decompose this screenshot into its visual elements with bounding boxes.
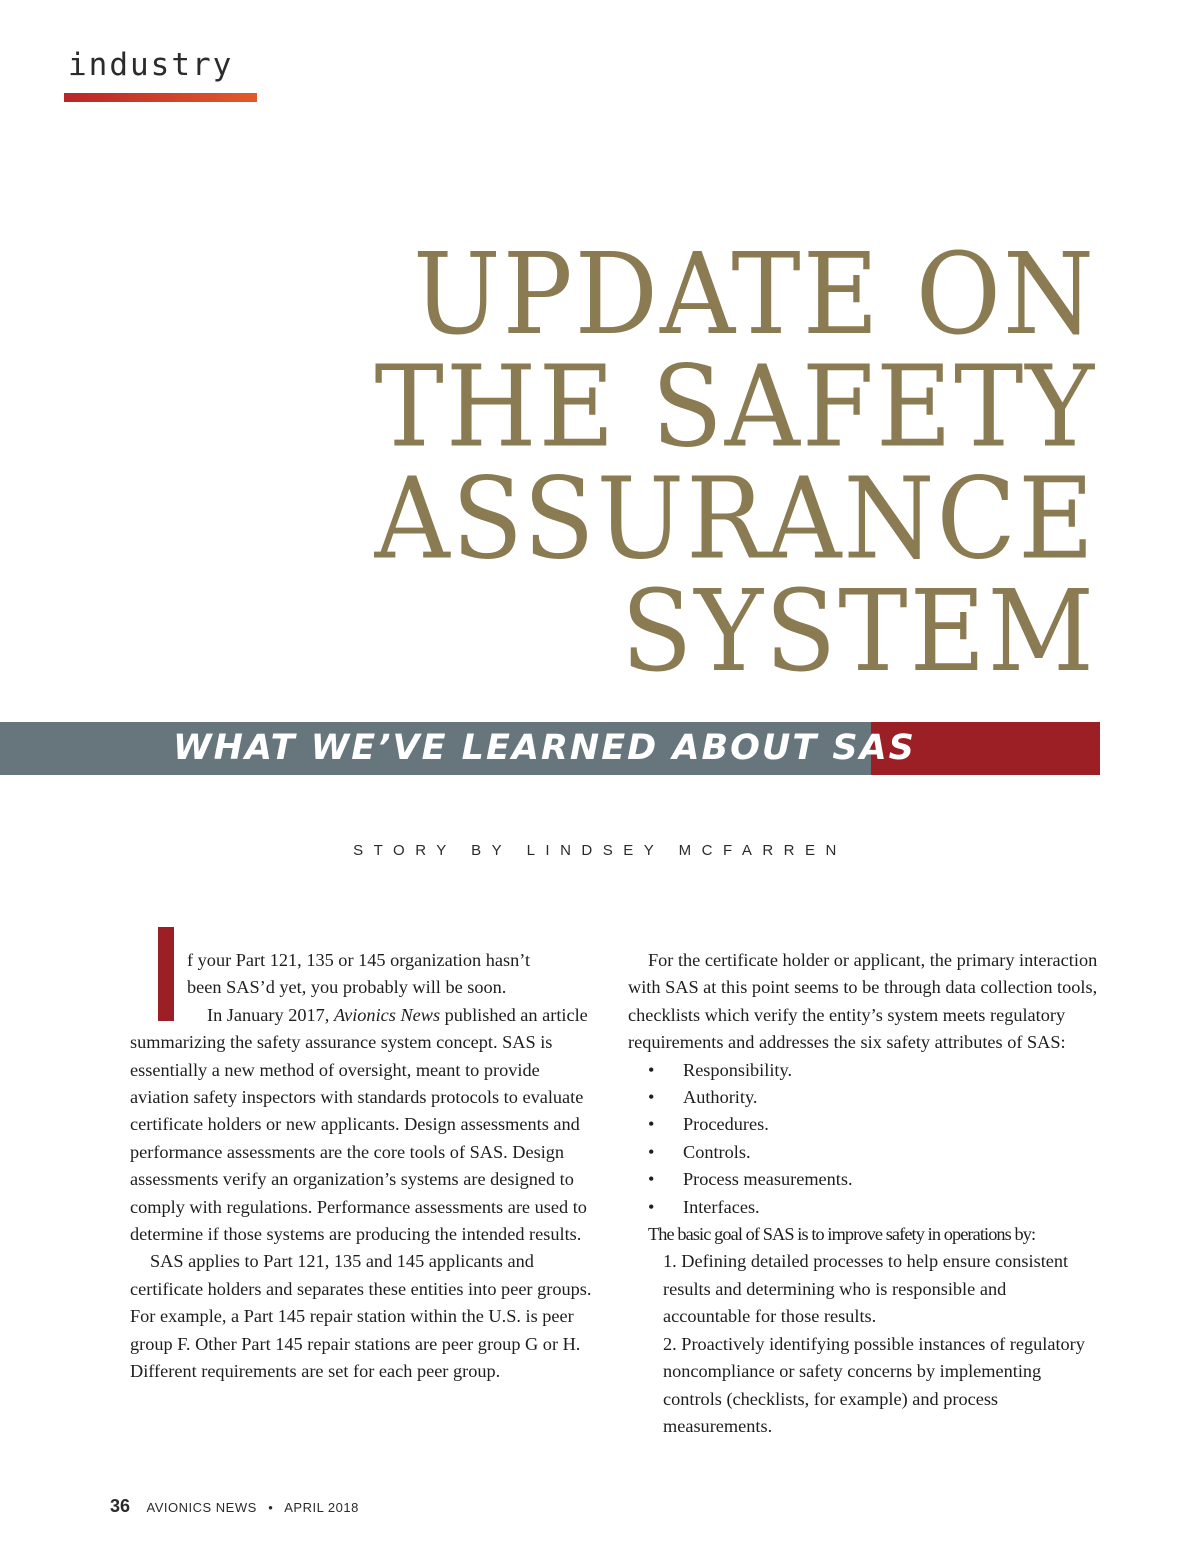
left-paragraph-2: SAS applies to Part 121, 135 and 145 applicants and certificate holders and separates these entities into peer groups. For example, a Part 145 repair station within the U.S. is peer group F. Other Part 145 repair stations are peer group G or H. Different requirements are set for each peer group. [130, 1251, 592, 1382]
goals-list [628, 1248, 1098, 1440]
issue-date: APRIL 2018 [284, 1500, 359, 1515]
section-rule [64, 93, 257, 102]
headline [374, 228, 1097, 697]
left-column [130, 947, 600, 1386]
p1-before: In January 2017, [207, 1004, 334, 1025]
list-item: • Responsibility. [648, 1057, 1098, 1084]
list-item: • Process measurements. [648, 1166, 1098, 1193]
dropcap-line-1: f your Part 121, 135 or 145 organization hasn’t [187, 950, 531, 970]
headline-line-3: ASSURANCE [374, 452, 1096, 585]
list-item: 2. Proactively identifying possible instances of regulatory noncompliance or safety concerns by implementing controls (checklists, for example) and process measurements. [663, 1333, 1085, 1436]
left-paragraph-1 [130, 1002, 600, 1249]
list-item: • Interfaces. [648, 1194, 1098, 1221]
publication-title: AVIONICS NEWS [146, 1500, 257, 1515]
publication-name: Avionics News [333, 1004, 441, 1025]
list-item: • Controls. [648, 1139, 1098, 1166]
goal-intro: The basic goal of SAS is to improve safety in operations by: [648, 1224, 1036, 1245]
list-item: 1. Defining detailed processes to help ensure consistent results and determining who is responsible and accountable for those results. [663, 1251, 1069, 1327]
footer-separator: • [268, 1500, 273, 1515]
dropcap-line-2: been SAS’d yet, you probably will be soon. [187, 977, 507, 998]
list-item: • Procedures. [648, 1111, 1098, 1138]
deck-subtitle: WHAT WE’VE LEARNED ABOUT SAS [173, 728, 916, 768]
byline: STORY BY LINDSEY MCFARREN [353, 842, 847, 859]
right-column [628, 947, 1098, 1440]
list-item: • Authority. [648, 1084, 1098, 1111]
section-label: industry [68, 47, 234, 83]
page-number: 36 [110, 1496, 131, 1516]
headline-line-1: UPDATE ON [412, 228, 1096, 361]
safety-attributes-list [628, 1057, 1098, 1221]
page-footer [110, 1496, 359, 1517]
right-paragraph-1: For the certificate holder or applicant, the primary interaction with SAS at this point seems to be through data collection tools, checklists which verify the entity’s system meets regulatory requirements and addresses the six safety attributes of SAS: [628, 950, 1098, 1053]
headline-line-2: THE SAFETY [374, 340, 1096, 473]
headline-line-4: SYSTEM [621, 565, 1096, 697]
p1-after: published an article summarizing the safety assurance system concept. SAS is essentially a new method of oversight, meant to provide aviation safety inspectors with standards protocols to evaluate certificate holders or new applicants. Design assessments and performance assessments are the core tools of SAS. Design assessments verify an organization’s systems are designed to comply with regulations. Performance assessments are used to determine if those systems are producing the intended results. [130, 1004, 588, 1245]
